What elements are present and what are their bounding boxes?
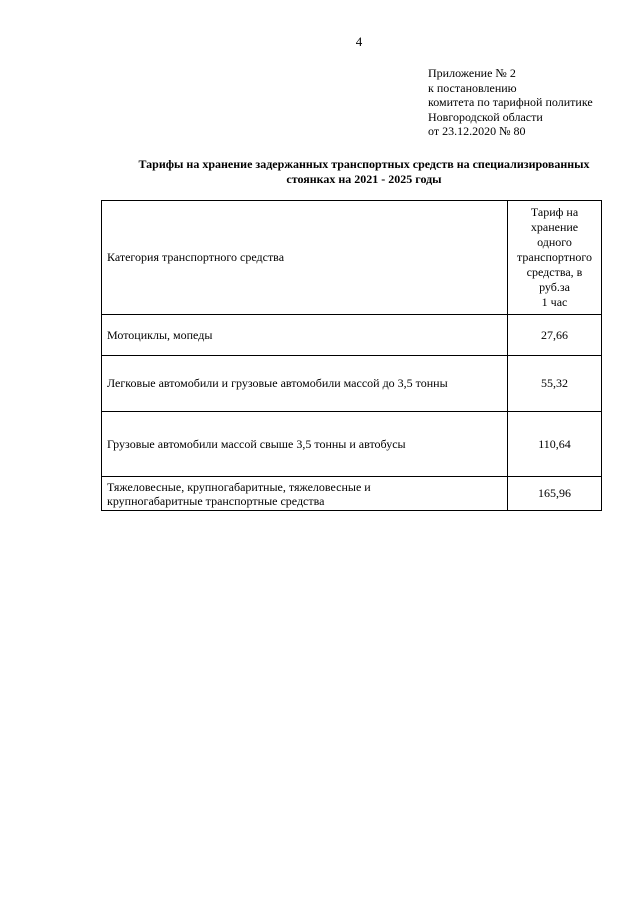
category-line: крупногабаритные транспортные средства — [107, 493, 325, 508]
tariff-cell: 110,64 — [508, 412, 602, 477]
appendix-line: комитета по тарифной политике — [428, 95, 593, 110]
header-tariff-line: хранение одного — [530, 220, 579, 249]
header-tariff-line: транспортного — [516, 250, 593, 264]
page-number: 4 — [355, 34, 363, 49]
tariff-cell: 27,66 — [508, 315, 602, 356]
appendix-line: Приложение № 2 — [428, 66, 516, 80]
header-tariff-line: Тариф на — [530, 205, 579, 219]
category-cell: Мотоциклы, мопеды — [102, 315, 508, 356]
title-line: Тарифы на хранение задержанных транспортных средств на специализированных — [138, 157, 590, 171]
category-cell — [102, 477, 508, 511]
appendix-line: к постановлению — [428, 80, 517, 95]
header-tariff-cell — [508, 201, 602, 315]
tariff-cell: 165,96 — [508, 477, 602, 511]
table-row — [102, 477, 602, 511]
document-title — [100, 157, 628, 187]
category-cell: Грузовые автомобили массой свыше 3,5 тонны и автобусы — [102, 412, 508, 477]
appendix-block — [428, 66, 593, 139]
table-row — [102, 412, 602, 477]
table-row — [102, 315, 602, 356]
header-tariff-line: средства, в руб.за — [526, 265, 583, 294]
appendix-line: Новгородской области — [428, 109, 543, 124]
tariff-cell: 55,32 — [508, 356, 602, 412]
table-header-row — [102, 201, 602, 315]
header-tariff-line: 1 час — [541, 295, 568, 309]
category-line: Тяжеловесные, крупногабаритные, тяжеловесные и — [107, 479, 371, 494]
appendix-line: от 23.12.2020 № 80 — [428, 124, 526, 139]
header-category-cell: Категория транспортного средства — [102, 201, 508, 315]
title-line: стоянках на 2021 - 2025 годы — [286, 172, 442, 186]
category-cell: Легковые автомобили и грузовые автомобили массой до 3,5 тонны — [102, 356, 508, 412]
tariff-table — [101, 200, 602, 511]
table-row — [102, 356, 602, 412]
